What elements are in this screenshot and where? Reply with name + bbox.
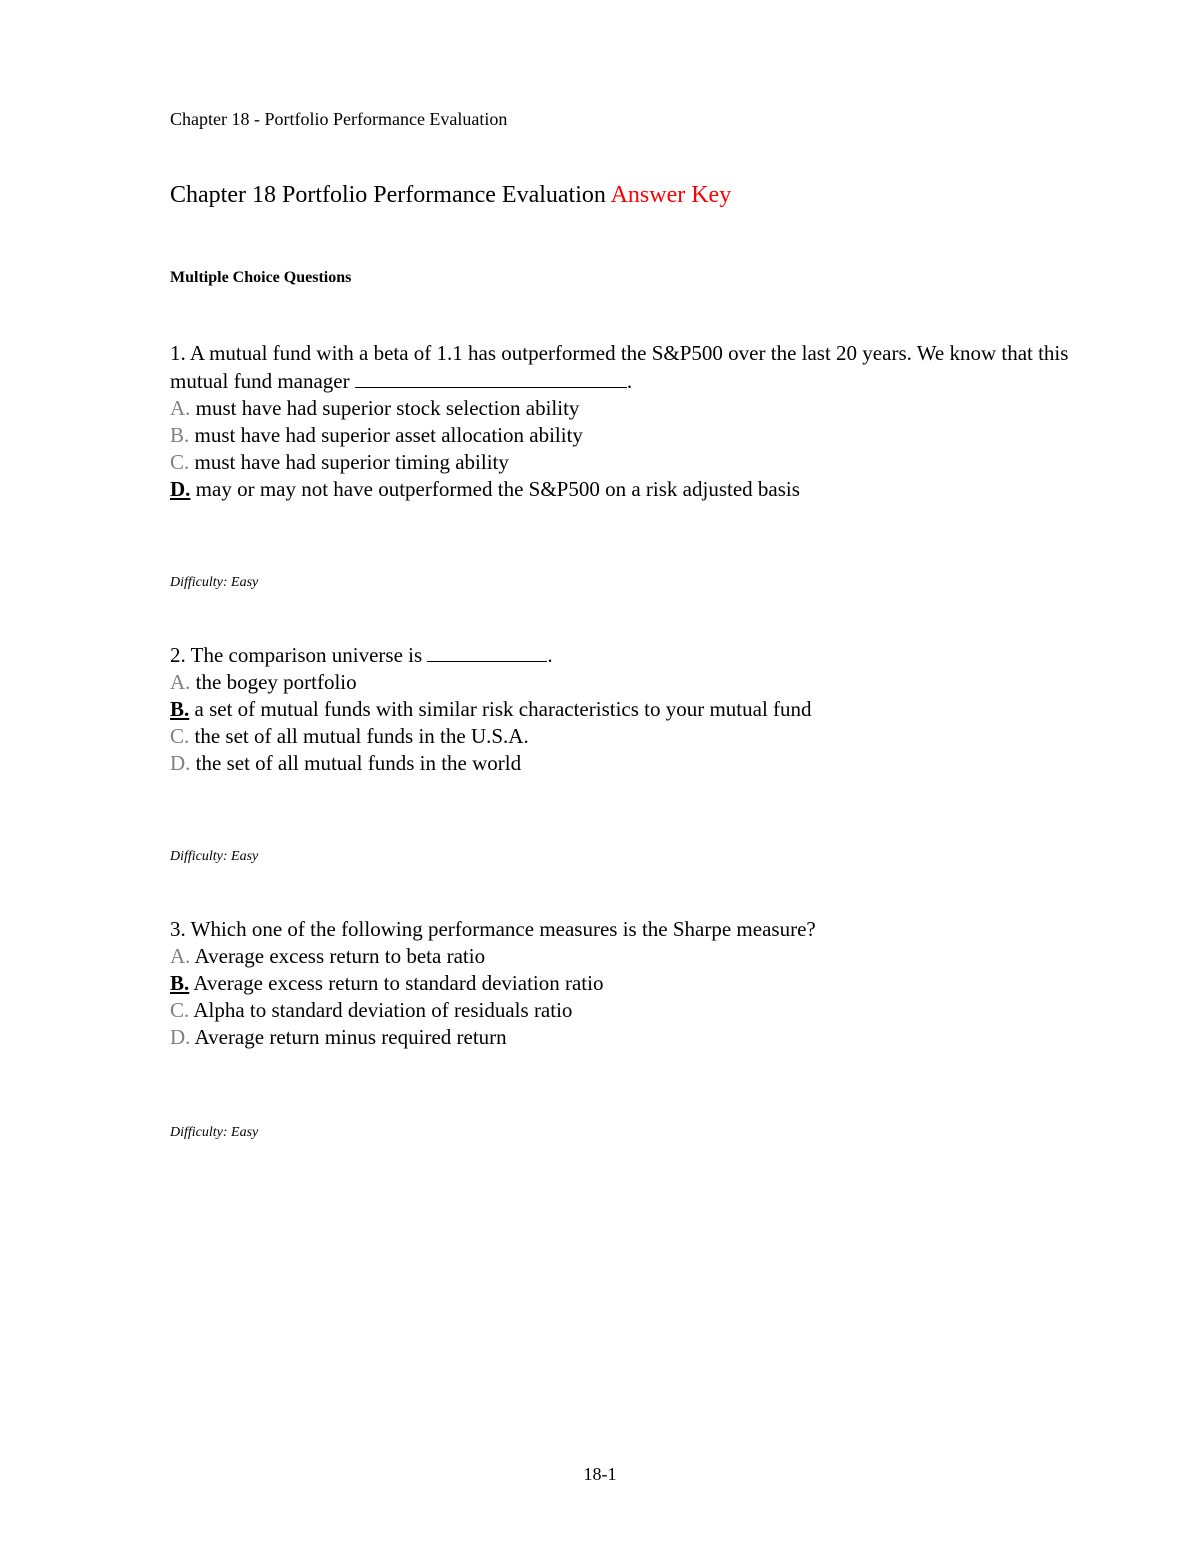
option-text: the bogey portfolio [195,670,357,694]
question-stem [170,340,1070,395]
option-b [170,422,1070,449]
option-a [170,395,1070,422]
option-text: Average excess return to standard deviation ratio [193,971,604,995]
option-d [170,476,1070,503]
answer-key-label: Answer Key [610,182,732,208]
option-d [170,1024,1070,1051]
option-text: Alpha to standard deviation of residuals ratio [193,998,573,1022]
option-c [170,449,1070,476]
option-text: must have had superior timing ability [194,450,509,474]
option-letter: D. [170,1025,191,1049]
question-stem [170,641,1070,669]
question-stem-text: 3. Which one of the following performance measures is the Sharpe measure? [170,917,816,941]
correct-option-letter: D. [170,477,191,501]
option-c [170,723,1070,750]
option-a [170,943,1070,970]
option-b [170,970,1070,997]
option-text: must have had superior asset allocation ability [194,423,583,447]
option-d [170,750,1070,777]
section-heading: Multiple Choice Questions [170,269,352,286]
option-text: may or may not have outperformed the S&P500 on a risk adjusted basis [195,477,800,501]
option-letter: D. [170,751,191,775]
option-text: Average return minus required return [194,1025,507,1049]
option-a [170,669,1070,696]
correct-option-letter: B. [170,971,190,995]
option-text: the set of all mutual funds in the world [195,751,522,775]
question-stem [170,916,1070,943]
difficulty-label: Difficulty: Easy [170,849,259,864]
question-1 [170,340,1070,503]
option-letter: A. [170,396,191,420]
running-header: Chapter 18 - Portfolio Performance Evaluation [170,109,508,129]
document-title-main: Chapter 18 Portfolio Performance Evaluation [170,182,606,208]
option-b [170,696,1070,723]
option-text: the set of all mutual funds in the U.S.A. [194,724,529,748]
option-letter: B. [170,423,190,447]
question-stem-text: 2. The comparison universe is [170,643,423,667]
option-letter: A. [170,670,191,694]
option-letter: A. [170,944,191,968]
correct-option-letter: B. [170,697,190,721]
option-text: must have had superior stock selection ability [195,396,580,420]
document-title [170,180,731,210]
option-text: a set of mutual funds with similar risk characteristics to your mutual fund [194,697,812,721]
question-stem-text: 1. A mutual fund with a beta of 1.1 has outperformed the S&P500 over the last 20 years. We know that this mutual fund manager [170,341,1069,393]
difficulty-label: Difficulty: Easy [170,575,259,590]
option-letter: C. [170,724,190,748]
page-number: 18-1 [583,1464,617,1484]
question-2 [170,641,1070,777]
option-text: Average excess return to beta ratio [194,944,486,968]
option-c [170,997,1070,1024]
option-letter: C. [170,998,190,1022]
question-3 [170,916,1070,1051]
answer-blank [355,367,627,388]
question-stem-end: . [547,643,553,667]
option-letter: C. [170,450,190,474]
question-stem-end: . [626,369,633,393]
difficulty-label: Difficulty: Easy [170,1125,259,1140]
answer-blank [427,641,547,662]
